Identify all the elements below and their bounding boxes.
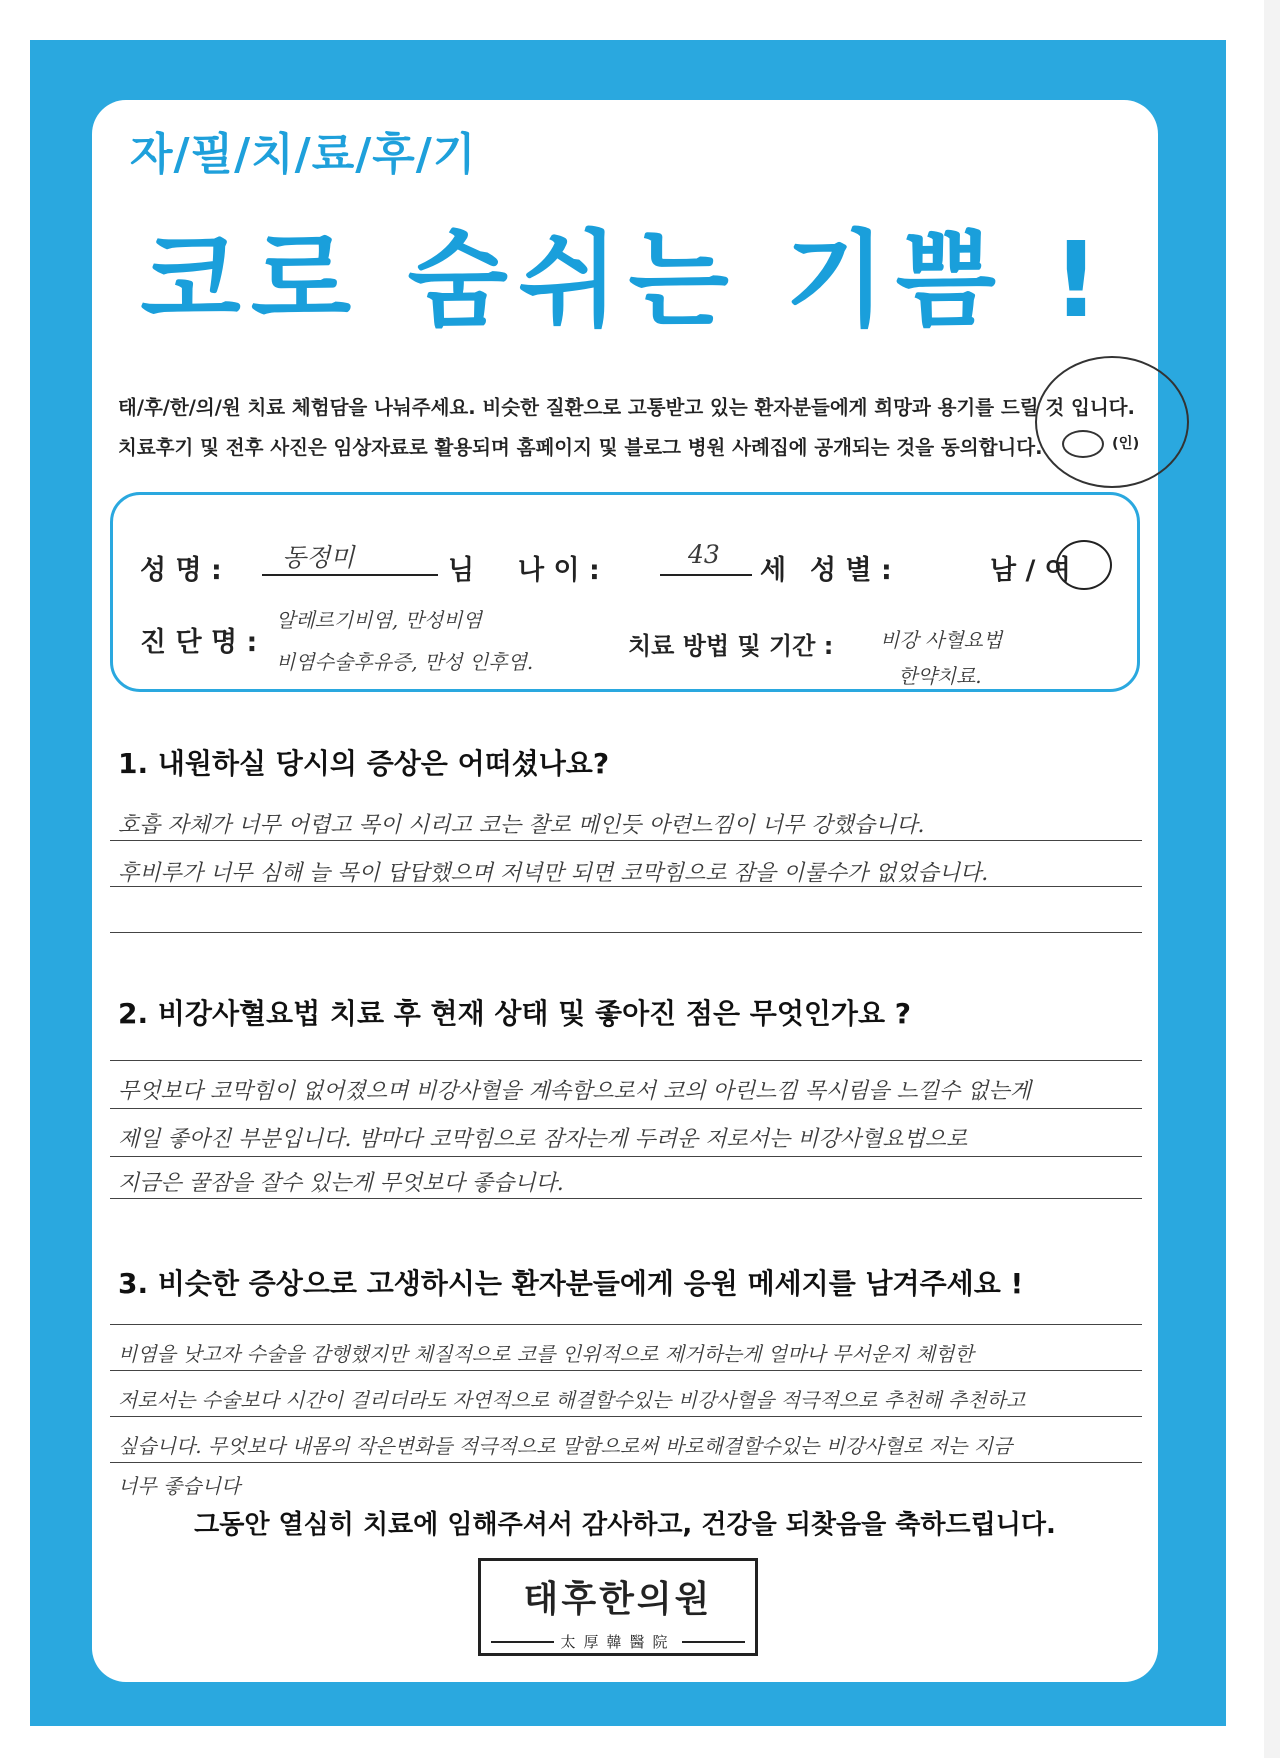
question-1-answer-line: 후비루가 너무 심해 늘 목이 답답했으며 저녁만 되면 코막힘으로 잠을 이룰수가 없었습니다. bbox=[118, 861, 989, 886]
answer-rule bbox=[110, 1462, 1142, 1463]
answer-rule bbox=[110, 1060, 1142, 1061]
diagnosis-label: 진 단 명 : bbox=[140, 627, 258, 658]
signature-circle bbox=[1035, 356, 1189, 488]
answer-rule bbox=[110, 1370, 1142, 1371]
question-3-title: 3. 비슷한 증상으로 고생하시는 환자분들에게 응원 메세지를 남겨주세요 ! bbox=[118, 1267, 1024, 1300]
question-3-answer-line: 비염을 낫고자 수술을 감행했지만 체질적으로 코를 인위적으로 제거하는게 얼마나 무서운지 체험한 bbox=[118, 1342, 974, 1366]
age-value: 43 bbox=[688, 540, 720, 569]
clinic-logo bbox=[478, 1558, 758, 1656]
clinic-logo-name: 태후한의원 bbox=[523, 1579, 713, 1620]
seal-label: (인) bbox=[1112, 436, 1140, 452]
gender-options: 남 / 여 bbox=[990, 555, 1071, 586]
answer-rule bbox=[110, 1156, 1142, 1157]
closing-message: 그동안 열심히 치료에 임해주셔서 감사하고, 건강을 되찾음을 축하드립니다. bbox=[194, 1510, 1056, 1540]
signature-mark bbox=[1062, 430, 1104, 458]
question-1-answer-line: 호흡 자체가 너무 어렵고 목이 시리고 코는 찰로 메인듯 아련느낌이 너무 강했습니다. bbox=[118, 813, 925, 838]
clinic-logo-hanja: 太厚韓醫院 bbox=[554, 1633, 681, 1651]
series-title: 자/필/치/료/후/기 bbox=[130, 129, 477, 180]
question-3-answer-line: 싶습니다. 무엇보다 내몸의 작은변화들 적극적으로 말함으로써 바로해결할수있는 비강사혈로 저는 지금 bbox=[118, 1434, 1013, 1458]
treatment-label: 치료 방법 및 기간 : bbox=[628, 632, 834, 660]
answer-rule bbox=[110, 1198, 1142, 1199]
gender-selected-circle bbox=[1056, 540, 1112, 590]
notice-line-2: 치료후기 및 전후 사진은 임상자료로 활용되며 홈페이지 및 블로그 병원 사례집에 공개되는 것을 동의합니다. bbox=[118, 436, 1043, 459]
diagnosis-line-2: 비염수술후유증, 만성 인후염. bbox=[276, 650, 534, 674]
question-2-answer-line: 무엇보다 코막힘이 없어졌으며 비강사혈을 계속함으로서 코의 아린느낌 목시림을 느낄수 없는게 bbox=[118, 1079, 1032, 1104]
treatment-line-2: 한약치료. bbox=[898, 664, 982, 688]
headline: 코로 숨쉬는 기쁨 ! bbox=[140, 219, 1110, 341]
answer-rule bbox=[110, 1324, 1142, 1325]
question-2-answer-line: 제일 좋아진 부분입니다. 밤마다 코막힘으로 잠자는게 두려운 저로서는 비강사혈요법으로 bbox=[118, 1127, 968, 1152]
name-label: 성 명 : bbox=[140, 555, 222, 586]
question-2-title: 2. 비강사혈요법 치료 후 현재 상태 및 좋아진 점은 무엇인가요 ? bbox=[118, 997, 911, 1030]
question-3-answer-line: 너무 좋습니다 bbox=[118, 1474, 241, 1498]
answer-rule bbox=[110, 932, 1142, 933]
age-suffix: 세 bbox=[760, 555, 787, 586]
patient-info-box bbox=[110, 492, 1140, 692]
treatment-line-1: 비강 사혈요법 bbox=[880, 628, 1003, 652]
question-3-answer-line: 저로서는 수술보다 시간이 걸리더라도 자연적으로 해결할수있는 비강사혈을 적극적으로 추천해 추천하고 bbox=[118, 1388, 1026, 1412]
gender-label: 성 별 : bbox=[810, 555, 892, 586]
question-2-answer-line: 지금은 꿀잠을 잘수 있는게 무엇보다 좋습니다. bbox=[118, 1171, 564, 1196]
answer-rule bbox=[110, 1108, 1142, 1109]
notice-line-1: 태/후/한/의/원 치료 체험담을 나눠주세요. 비슷한 질환으로 고통받고 있는 환자분들에게 희망과 용기를 드릴 것 입니다. bbox=[118, 396, 1135, 419]
age-label: 나 이 : bbox=[518, 555, 600, 586]
scan-edge bbox=[1264, 0, 1280, 1758]
name-suffix: 님 bbox=[448, 555, 475, 586]
diagnosis-line-1: 알레르기비염, 만성비염 bbox=[276, 608, 482, 632]
question-1-title: 1. 내원하실 당시의 증상은 어떠셨나요? bbox=[118, 747, 610, 780]
answer-rule bbox=[110, 840, 1142, 841]
name-value: 동정미 bbox=[282, 543, 355, 572]
answer-rule bbox=[110, 1416, 1142, 1417]
